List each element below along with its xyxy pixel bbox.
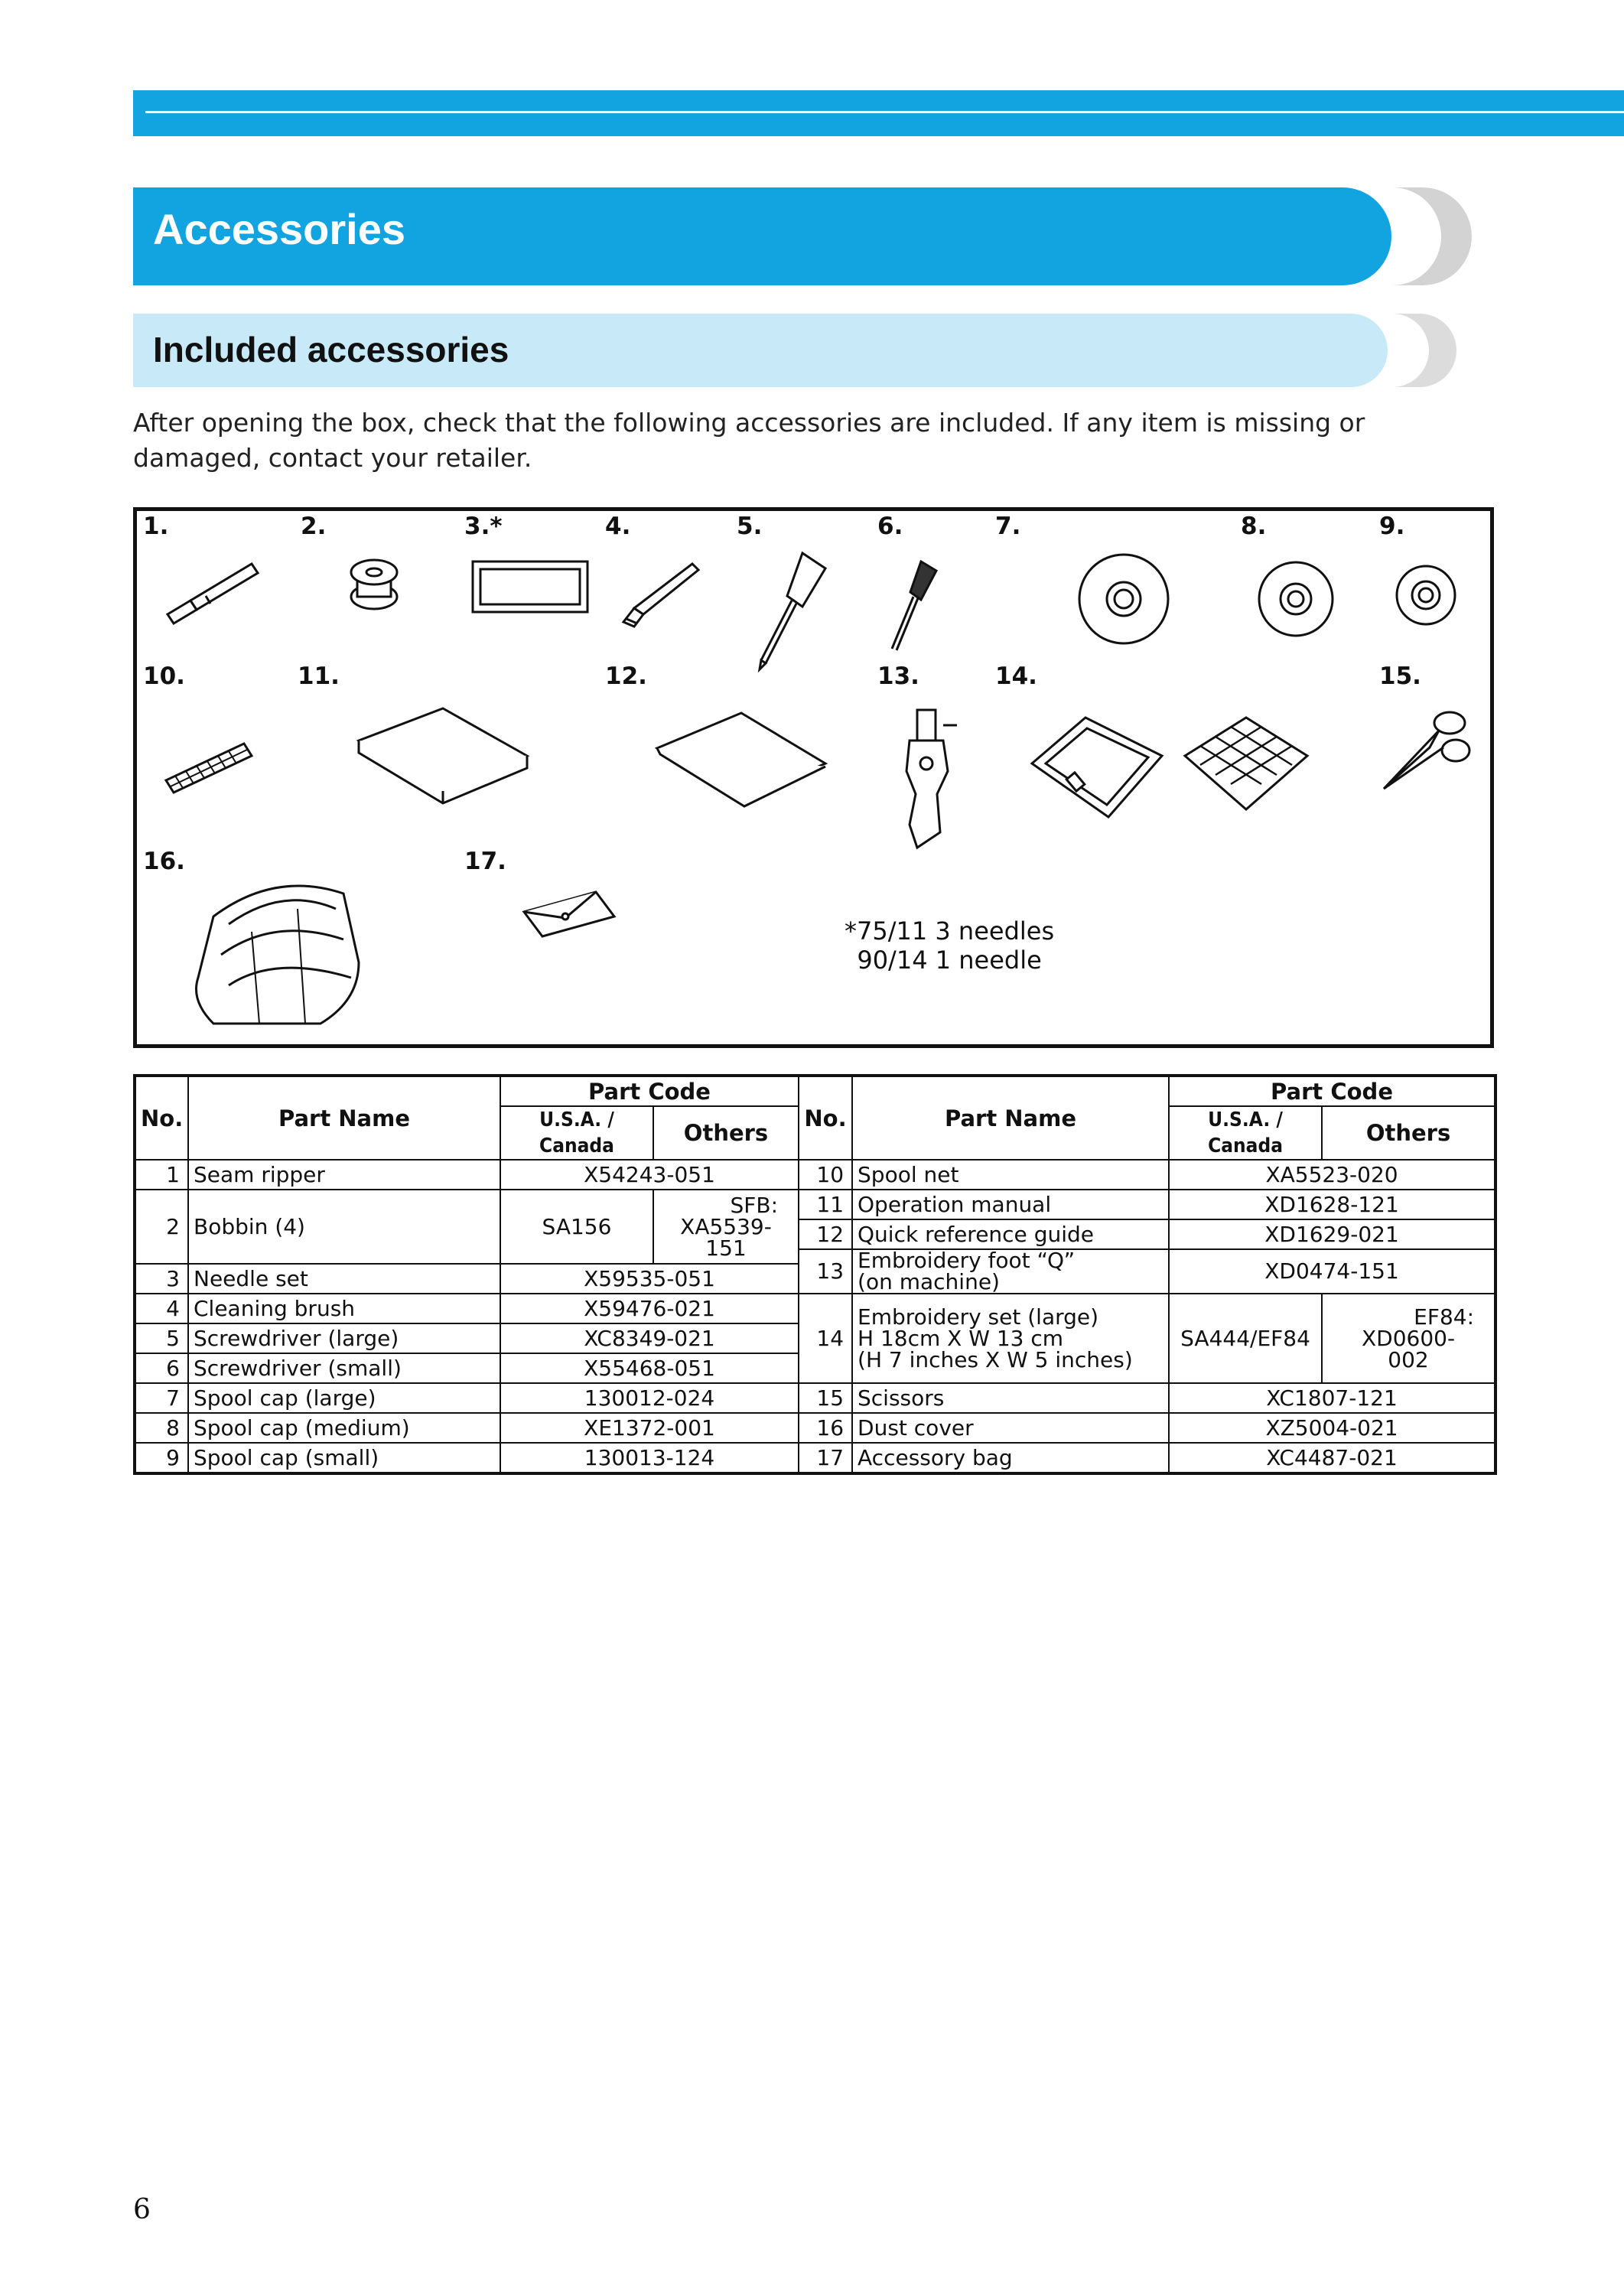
screwdriver-large-icon [749,545,841,675]
part-code: 130013-124 [500,1443,799,1473]
cleaning-brush-icon [619,553,703,630]
intro-text: After opening the box, check that the following accessories are included. If any item is missing or damaged, contact your retailer. [133,408,1365,473]
scissors-icon [1376,706,1476,798]
header-usa-right: U.S.A. / Canada [1169,1106,1322,1160]
accessory-bag-icon [519,886,619,947]
part-code-others [1322,1294,1495,1383]
part-code: XD0474-151 [1169,1249,1495,1294]
name-line: Embroidery foot “Q” [858,1248,1076,1273]
part-name: Quick reference guide [852,1219,1169,1249]
part-code: XC4487-021 [1169,1443,1495,1473]
operation-manual-icon [351,702,535,825]
part-name: Screwdriver (large) [188,1323,500,1353]
label-12: 12. [605,662,647,690]
header-part-code-right: Part Code [1169,1076,1495,1106]
part-code-others [653,1190,799,1264]
header-part-name-right: Part Name [852,1076,1169,1160]
label-3: 3.* [464,513,503,540]
part-name: Spool cap (large) [188,1383,500,1413]
label-5: 5. [737,513,763,540]
part-no: 4 [135,1294,188,1323]
table-row [135,1160,1495,1190]
part-code: X59476-021 [500,1294,799,1323]
label-17: 17. [464,848,506,875]
name-line: (H 7 inches X W 5 inches) [858,1346,1133,1372]
table-row [135,1190,1495,1219]
needle-note [845,916,1054,975]
banner-rule [145,111,1624,113]
subsection-header [133,314,1388,387]
code-line: 002 [1388,1346,1429,1372]
code-line: 151 [705,1235,747,1261]
part-name: Cleaning brush [188,1294,500,1323]
table-row [135,1383,1495,1413]
code-line: SFB: [730,1192,779,1218]
subsection-chevron-icon [1377,314,1484,387]
part-no: 8 [135,1413,188,1443]
name-line: H 18cm X W 13 cm [858,1325,1064,1351]
part-code: X54243-051 [500,1160,799,1190]
table-row [135,1413,1495,1443]
part-no: 16 [799,1413,852,1443]
label-14: 14. [995,662,1037,690]
section-title: Accessories [153,205,406,253]
part-name: Spool cap (small) [188,1443,500,1473]
section-header [133,187,1391,285]
label-16: 16. [143,848,185,875]
page-number: 6 [133,2194,151,2225]
part-name: Accessory bag [852,1443,1169,1473]
label-13: 13. [877,662,919,690]
embroidery-frame-icon [1017,702,1170,832]
needle-note-line-1: *75/11 3 needles [845,916,1055,946]
part-code: X59535-051 [500,1264,799,1294]
parts-table [133,1074,1497,1475]
label-11: 11. [298,662,340,690]
part-name: Needle set [188,1264,500,1294]
part-code: 130012-024 [500,1383,799,1413]
part-name: Bobbin (4) [188,1190,500,1264]
label-6: 6. [877,513,903,540]
part-no: 17 [799,1443,852,1473]
part-code: XC1807-121 [1169,1383,1495,1413]
part-no: 2 [135,1190,188,1264]
quick-reference-guide-icon [649,702,833,825]
spool-net-icon [160,733,259,794]
part-no: 5 [135,1323,188,1353]
part-no: 14 [799,1294,852,1383]
part-no: 15 [799,1383,852,1413]
code-line: XA5539- [680,1213,772,1239]
part-no: 13 [799,1249,852,1294]
subsection-title: Included accessories [153,330,509,369]
table-row [135,1443,1495,1473]
label-9: 9. [1379,513,1405,540]
bobbin-icon [343,549,405,618]
needle-note-line-2: 90/14 1 needle [857,946,1042,975]
part-no: 12 [799,1219,852,1249]
part-code: XE1372-001 [500,1413,799,1443]
part-no: 1 [135,1160,188,1190]
part-no: 9 [135,1443,188,1473]
label-1: 1. [143,513,169,540]
code-line: EF84: [1414,1304,1475,1330]
label-4: 4. [605,513,631,540]
part-no: 11 [799,1190,852,1219]
part-code: X55468-051 [500,1353,799,1383]
label-7: 7. [995,513,1021,540]
label-10: 10. [143,662,185,690]
dust-cover-icon [183,871,366,1039]
label-15: 15. [1379,662,1421,690]
label-2: 2. [301,513,327,540]
header-others-left: Others [653,1106,799,1160]
header-part-code-left: Part Code [500,1076,799,1106]
part-no: 3 [135,1264,188,1294]
part-name: Spool net [852,1160,1169,1190]
name-line: Embroidery set (large) [858,1304,1099,1330]
part-name: Dust cover [852,1413,1169,1443]
code-line: XD0600- [1361,1325,1456,1351]
part-no: 7 [135,1383,188,1413]
seam-ripper-icon [160,553,267,630]
part-name: Spool cap (medium) [188,1413,500,1443]
needle-set-icon [470,557,592,618]
part-code: XA5523-020 [1169,1160,1495,1190]
part-no: 10 [799,1160,852,1190]
header-part-name-left: Part Name [188,1076,500,1160]
embroidery-foot-icon [894,702,963,855]
embroidery-sheet-icon [1177,710,1315,825]
header-no-left: No. [135,1076,188,1160]
section-chevron-icon [1377,187,1484,285]
part-code: XZ5004-021 [1169,1413,1495,1443]
top-banner [133,90,1624,136]
part-code: XD1629-021 [1169,1219,1495,1249]
screwdriver-small-icon [883,557,944,664]
part-code: XC8349-021 [500,1323,799,1353]
header-usa-left: U.S.A. / Canada [500,1106,653,1160]
part-code-usa: SA444/EF84 [1169,1294,1322,1383]
table-row [135,1294,1495,1323]
part-code: XD1628-121 [1169,1190,1495,1219]
name-line: (on machine) [858,1269,1000,1294]
header-others-right: Others [1322,1106,1495,1160]
spool-cap-medium-icon [1254,557,1338,641]
spool-cap-large-icon [1074,549,1173,649]
accessory-illustrations [133,507,1494,1048]
part-name: Seam ripper [188,1160,500,1190]
part-no: 6 [135,1353,188,1383]
part-code-usa: SA156 [500,1190,653,1264]
part-name: Scissors [852,1383,1169,1413]
spool-cap-small-icon [1391,561,1460,630]
part-name [852,1249,1169,1294]
header-no-right: No. [799,1076,852,1160]
part-name: Operation manual [852,1190,1169,1219]
part-name [852,1294,1169,1383]
part-name: Screwdriver (small) [188,1353,500,1383]
label-8: 8. [1241,513,1267,540]
